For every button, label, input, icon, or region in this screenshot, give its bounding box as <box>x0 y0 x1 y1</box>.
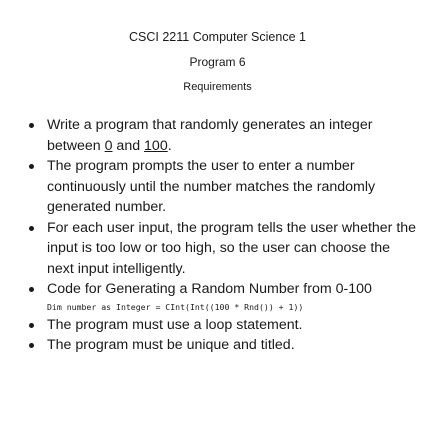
requirement-text: Write a program that randomly generates an integer between <box>47 117 373 154</box>
bullet-icon <box>29 226 34 231</box>
requirement-item <box>26 335 418 356</box>
requirement-item <box>26 218 418 280</box>
course-title: CSCI 2211 Computer Science 1 <box>129 30 306 44</box>
requirement-item <box>26 115 418 156</box>
range-low: 0 <box>104 137 113 154</box>
requirement-item <box>26 315 418 336</box>
requirement-text: The program prompts the user to enter a number continuously until the number matches the randomly generated number. <box>47 158 376 215</box>
bullet-icon <box>29 164 34 169</box>
requirement-text: The program must be unique and titled. <box>47 337 295 353</box>
range-high: 100 <box>144 137 168 154</box>
requirement-text: The program must use a loop statement. <box>47 316 303 333</box>
bullet-icon <box>29 323 34 328</box>
code-snippet: Dim number as Integer = CInt(Int((100 * Rnd()) + 1)) <box>47 301 304 312</box>
requirement-text-and: and <box>112 137 145 154</box>
requirement-text-end: . <box>167 137 172 154</box>
requirement-item <box>26 156 418 218</box>
program-title: Program 6 <box>189 55 246 69</box>
bullet-icon <box>29 123 34 128</box>
section-title: Requirements <box>183 81 252 93</box>
requirement-text: Code for Generating a Random Number from 0-100 <box>47 281 372 297</box>
bullet-icon <box>29 343 34 348</box>
requirement-item <box>26 279 418 315</box>
requirements-list <box>26 115 418 356</box>
requirement-text: For each user input, the program tells the user whether the input is too low or too high, so the user can choose the next input intelligently. <box>47 219 417 277</box>
bullet-icon <box>29 287 34 292</box>
